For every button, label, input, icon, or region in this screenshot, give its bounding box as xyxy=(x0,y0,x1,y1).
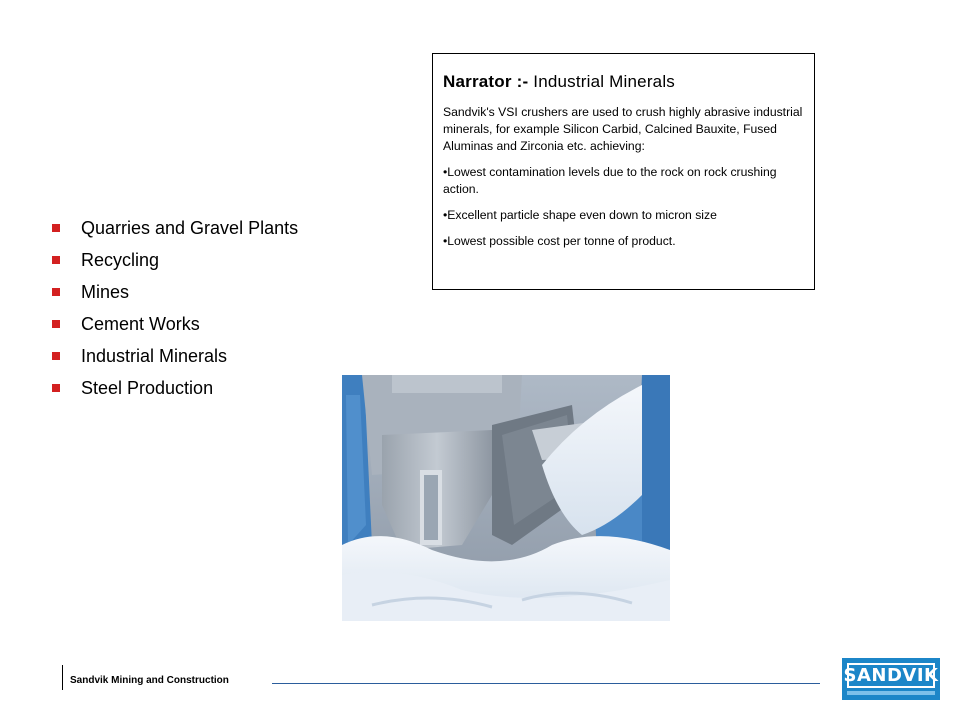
crusher-photo xyxy=(342,375,670,621)
bullet-square-icon xyxy=(52,224,60,232)
footer-company: Sandvik Mining and Construction xyxy=(70,675,229,686)
narrator-point-3: •Lowest possible cost per tonne of product. xyxy=(443,234,676,248)
narrator-title: Industrial Minerals xyxy=(533,72,676,91)
list-item-label: Cement Works xyxy=(81,313,200,334)
list-item xyxy=(52,340,298,372)
narrator-point-2: •Excellent particle shape even down to micron size xyxy=(443,208,717,222)
list-item-label: Quarries and Gravel Plants xyxy=(81,217,299,238)
narrator-point-1: •Lowest contamination levels due to the rock on rock crushing action. xyxy=(443,165,777,196)
footer-rule xyxy=(272,683,820,684)
bullet-square-icon xyxy=(52,256,60,264)
list-item-label: Industrial Minerals xyxy=(81,345,228,366)
bullet-square-icon xyxy=(52,320,60,328)
logo-frame xyxy=(843,663,939,688)
bullet-square-icon xyxy=(52,352,60,360)
logo-wordmark: SANDVIK xyxy=(843,665,939,686)
list-item-label: Steel Production xyxy=(81,377,214,398)
list-item xyxy=(52,212,298,244)
list-item xyxy=(52,244,298,276)
bullet-square-icon xyxy=(52,288,60,296)
narrator-label: Narrator :- xyxy=(443,72,529,91)
list-item xyxy=(52,372,298,404)
application-list xyxy=(52,212,298,404)
narrator-box xyxy=(432,53,815,290)
list-item xyxy=(52,308,298,340)
footer-divider xyxy=(62,665,63,690)
list-item-label: Mines xyxy=(81,281,130,302)
bullet-square-icon xyxy=(52,384,60,392)
sandvik-logo xyxy=(842,658,940,700)
list-item-label: Recycling xyxy=(81,249,160,270)
logo-stripe xyxy=(847,691,935,695)
list-item xyxy=(52,276,298,308)
narrator-intro: Sandvik's VSI crushers are used to crush highly abrasive industrial minerals, for example Silicon Carbid, Calcined Bauxite, Fused Aluminas and Zirconia etc. achieving: xyxy=(443,105,803,153)
narrator-heading xyxy=(443,72,804,92)
